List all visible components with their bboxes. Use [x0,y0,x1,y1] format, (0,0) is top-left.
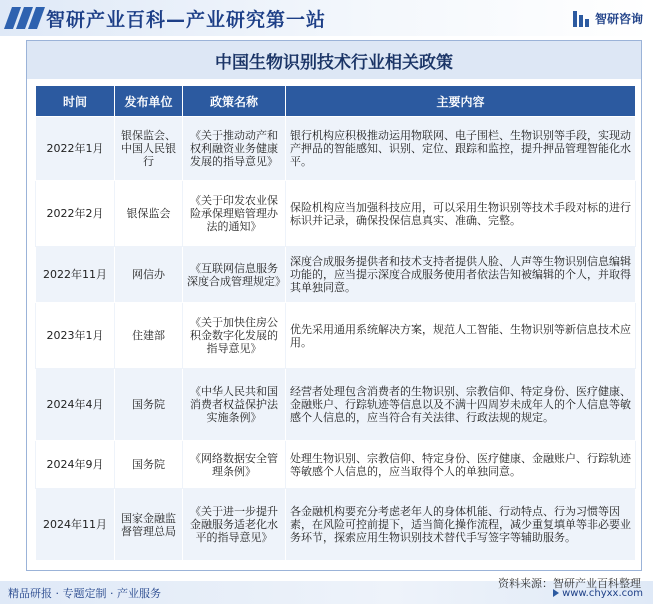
top-banner [0,0,653,36]
column-header-time: 时间 [36,86,115,117]
cell-policy: 《互联网信息服务深度合成管理规定》 [183,247,286,303]
cell-content: 处理生物识别、宗教信仰、特定身份、医疗健康、金融账户、行踪轨迹等敏感个人信息的，应当取得个人的单独同意。 [286,441,636,489]
table-row [36,489,636,561]
cell-issuer: 银保监会、中国人民银行 [115,117,183,181]
cell-issuer: 国务院 [115,369,183,441]
cell-time: 2024年9月 [36,441,115,489]
cell-policy: 《关于印发农业保险承保理赔管理办法的通知》 [183,181,286,247]
cell-time: 2023年1月 [36,303,115,369]
cell-content: 经营者处理包含消费者的生物识别、宗教信仰、特定身份、医疗健康、金融账户、行踪轨迹等信息以及不满十四周岁未成年人的个人信息等敏感个人信息的，应当符合有关法律、行政法规的规定。 [286,369,636,441]
cell-policy: 《关于加快住房公积金数字化发展的指导意见》 [183,303,286,369]
brand-name: 智研咨询 [594,12,643,26]
column-header-content: 主要内容 [286,86,636,117]
footer-site-link[interactable] [553,588,643,599]
cell-content: 保险机构应当加强科技应用，可以采用生物识别等技术手段对标的进行标识并记录，确保投保信息真实、准确、完整。 [286,181,636,247]
table-row [36,247,636,303]
cell-content: 银行机构应积极推动运用物联网、电子围栏、生物识别等手段，实现动产押品的智能感知、识别、定位、跟踪和监控，提升押品管理智能化水平。 [286,117,636,181]
cell-time: 2024年4月 [36,369,115,441]
cell-issuer: 网信办 [115,247,183,303]
table-row [36,117,636,181]
brand-logo-icon [573,11,591,27]
cell-content: 深度合成服务提供者和技术支持者提供人脸、人声等生物识别信息编辑功能的，应当提示深度合成服务使用者依法告知被编辑的个人，并取得其单独同意。 [286,247,636,303]
cell-time: 2022年2月 [36,181,115,247]
column-header-policy: 政策名称 [183,86,286,117]
cell-content: 优先采用通用系统解决方案，规范人工智能、生物识别等新信息技术应用。 [286,303,636,369]
policy-table-panel [26,40,642,571]
column-header-issuer: 发布单位 [115,86,183,117]
cell-policy: 《关于进一步提升金融服务适老化水平的指导意见》 [183,489,286,561]
cell-content: 各金融机构要充分考虑老年人的身体机能、行动特点、行为习惯等因素，在风险可控前提下，适当简化操作流程，减少重复填单等非必要业务环节，探索应用生物识别技术替代手写签字等辅助服务。 [286,489,636,561]
table-title: 中国生物识别技术行业相关政策 [27,41,641,79]
table-header-row [36,86,636,117]
table-row [36,181,636,247]
table-row [36,441,636,489]
cell-time: 2022年11月 [36,247,115,303]
cell-policy: 《网络数据安全管理条例》 [183,441,286,489]
site-title: 智研产业百科—产业研究第一站 [46,9,327,31]
table-row [36,303,636,369]
stripes-logo-icon [4,7,44,29]
cell-policy: 《中华人民共和国消费者权益保护法实施条例》 [183,369,286,441]
table-row [36,369,636,441]
cell-issuer: 国家金融监督管理总局 [115,489,183,561]
cell-policy: 《关于推动动产和权利融资业务健康发展的指导意见》 [183,117,286,181]
brand[interactable] [573,10,643,27]
footer-services: 精品研报 · 专题定制 · 产业服务 [8,587,161,600]
footer-site-text: www.chyxx.com [562,588,643,599]
data-source: 资料来源：智研产业百科整理 [498,577,641,590]
cell-time: 2022年1月 [36,117,115,181]
policy-table [35,85,636,561]
cell-issuer: 银保监会 [115,181,183,247]
cell-issuer: 住建部 [115,303,183,369]
cell-time: 2024年11月 [36,489,115,561]
cell-issuer: 国务院 [115,441,183,489]
play-icon [553,589,559,597]
